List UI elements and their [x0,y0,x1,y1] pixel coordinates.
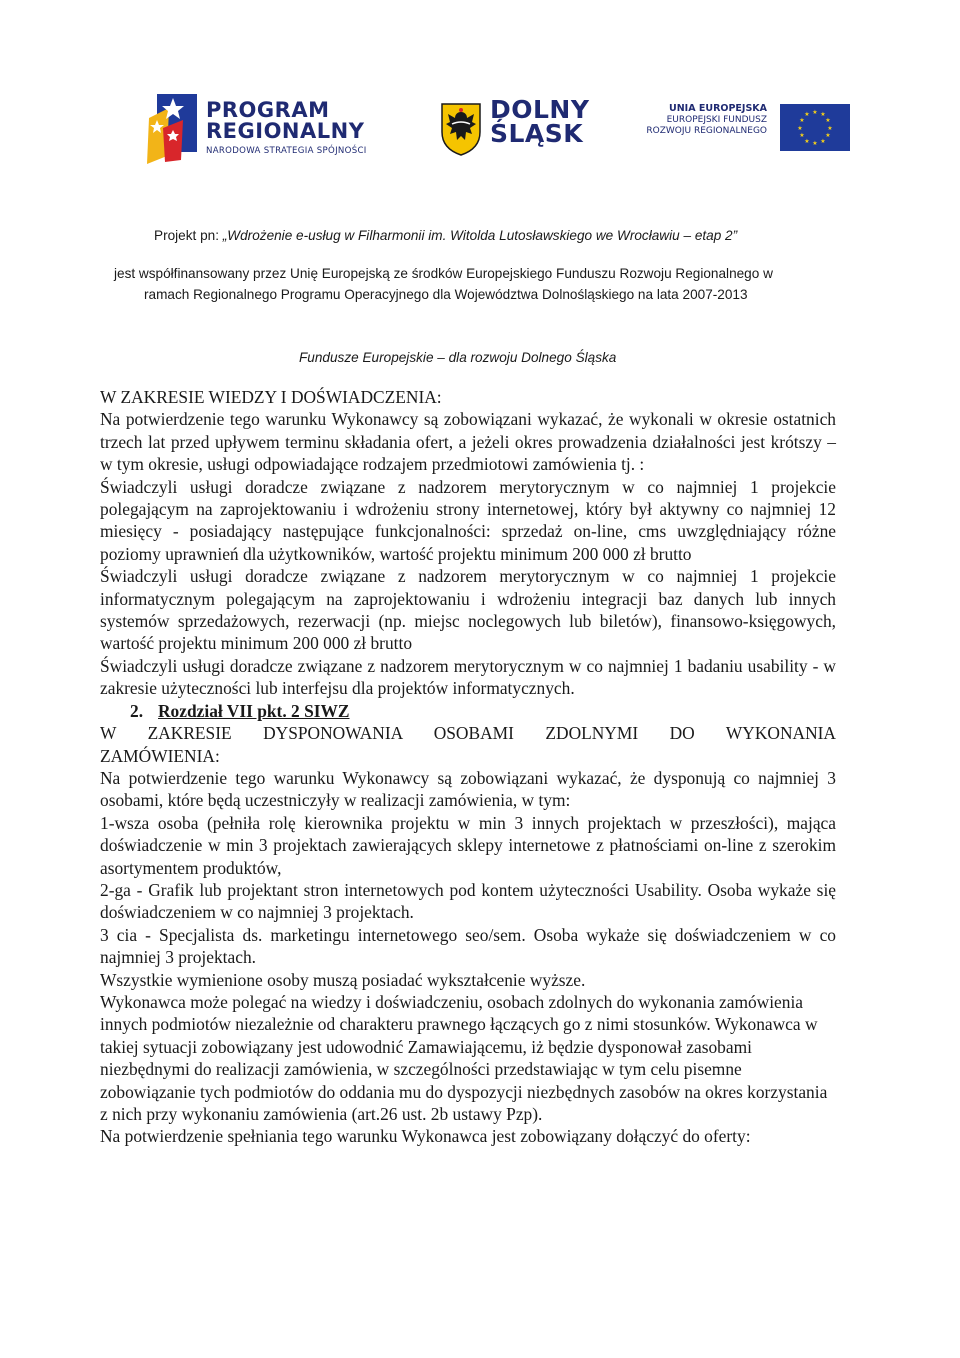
section2-heading-line2: ZAMÓWIENIA: [100,745,220,766]
person-1: 1-wsza osoba (pełniła rolę kierownika projektu w min 3 innych projektach w przeszłości), mająca doświadczenie w min 3 projektach zawierających sklepy internetowe z płatnościami on-line z szerokim asortymentem produktów, [100,812,836,878]
program-regionalny-line3: NARODOWA STRATEGIA SPÓJNOŚCI [206,146,367,156]
svg-text:★: ★ [799,132,805,139]
svg-text:★: ★ [827,125,833,132]
program-regionalny-emblem-icon [143,90,199,166]
eu-flag-icon [780,104,850,151]
svg-text:★: ★ [799,117,805,124]
section1-heading: W ZAKRESIE WIEDZY I DOŚWIADCZENIA: [100,387,442,407]
unia-europejska-logo [640,103,850,151]
reliance-paragraph: Wykonawca może polegać na wiedzy i doświadczeniu, osobach zdolnych do wykonania zamówienia innych podmiotów niezależnie od charakteru prawnego łączących go z nimi stosunków. Wykonawca w takiej sytuacji zobowiązany jest udowodnić Zamawiającemu, iż będzie dysponował zasobami niezbędnymi do realizacji zamówienia, w szczególności przedstawiając w tym celu pisemne zobowiązanie tych podmiotów do oddania mu do dyspozycji niezbędnych zasobów na okres korzystania z nich przy wykonaniu zamówienia (art.26 ust. 2b ustawy Pzp). [100,991,828,1124]
project-name: „Wdrożenie e-usług w Filharmonii im. Witolda Lutosławskiego we Wrocławiu – etap 2” [222,228,738,243]
person-3: 3 cia - Specjalista ds. marketingu internetowego seo/sem. Osoba wykaże się doświadczeniem w co najmniej 3 projektach. [100,924,836,968]
svg-text:★: ★ [825,117,831,124]
program-regionalny-line1: PROGRAM [206,98,330,122]
section2-intro: Na potwierdzenie tego warunku Wykonawcy są zobowiązani wykazać, że dysponują co najmniej 3 osobami, które będą uczestniczyły w realizacji zamówienia, w tym: [100,767,836,811]
document-body [100,386,836,1148]
program-regionalny-logo [143,86,403,170]
project-title [154,228,737,243]
eu-funds-slogan: Fundusze Europejskie – dla rozwoju Dolnego Śląska [299,350,617,365]
dolny-slask-logo [440,95,600,158]
closing-paragraph: Na potwierdzenie spełniania tego warunku Wykonawca jest zobowiązany dołączyć do oferty: [100,1126,751,1147]
unia-europejska-line1: UNIA EUROPEJSKA [669,103,767,114]
svg-text:★: ★ [804,138,810,145]
dolny-slask-line2: ŚLĄSK [490,119,584,148]
requirement-3: Świadczyli usługi doradcze związane z nadzorem merytorycznym w co najmniej 1 badaniu usability - w zakresie użyteczności lub interfejsu dla projektów informatycznych. [100,655,836,699]
section2-heading-line1: W ZAKRESIE DYSPONOWANIA OSOBAMI ZDOLNYMI DO WYKONANIA [100,723,836,744]
requirement-1: Świadczyli usługi doradcze związane z nadzorem merytorycznym w co najmniej 1 projekcie polegającym na zaprojektowaniu i wdrożeniu strony internetowej, który był aktywny co najmniej 12 miesięcy - posiadający następujące funkcjonalności: sprzedaż on-line, cms uwzględniający różne poziomy uprawnień dla użytkowników, wartość projektu minimum 200 000 zł brutto [100,476,836,564]
cofinance-line1: jest współfinansowany przez Unię Europejską ze środków Europejskiego Funduszu Rozwoju Regionalnego w [114,266,773,281]
person-2: 2-ga - Grafik lub projektant stron internetowych pod kontem użyteczności Usability. Osoba wykaże się doświadczeniem w co najmniej 3 projektach. [100,879,836,923]
svg-text:★: ★ [804,111,810,118]
eagle-crest-icon [440,102,482,156]
svg-text:★: ★ [812,109,818,116]
dolny-slask-line1: DOLNY [490,95,590,124]
svg-text:★: ★ [825,132,831,139]
requirement-2: Świadczyli usługi doradcze związane z nadzorem merytorycznym w co najmniej 1 projekcie informatycznym polegającym na zaprojektowaniu i wdrożeniu integracji baz danych lub innych systemów sprzedażowych, rezerwacji (np. miejsc noclegowych lub biletów), finansowo-księgowych, wartość projektu minimum 200 000 zł brutto [100,566,836,654]
unia-europejska-line3: ROZWOJU REGIONALNEGO [646,126,767,136]
section2-number: 2. [130,700,144,721]
cofinance-line2: ramach Regionalnego Programu Operacyjnego dla Województwa Dolnośląskiego na lata 2007-2013 [144,287,748,302]
svg-text:★: ★ [797,125,803,132]
unia-europejska-line2: EUROPEJSKI FUNDUSZ [666,115,767,125]
section2-title [100,700,836,722]
svg-text:★: ★ [820,138,826,145]
section1-intro: Na potwierdzenie tego warunku Wykonawcy są zobowiązani wykazać, że wykonali w okresie ostatnich trzech lat przed upływem terminu składania ofert, a jeżeli okres prowadzenia działalności jest krótszy – w tym okresie, usługi odpowiadające rodzajem przedmiotowi zamówienia tj. : [100,409,836,475]
svg-text:★: ★ [812,140,818,147]
program-regionalny-line2: REGIONALNY [206,119,365,143]
education-requirement: Wszystkie wymienione osoby muszą posiadać wykształcenie wyższe. [100,969,586,990]
project-prefix: Projekt pn: [154,228,223,243]
svg-text:★: ★ [820,111,826,118]
section2-title-text: Rozdział VII pkt. 2 SIWZ [158,700,350,721]
